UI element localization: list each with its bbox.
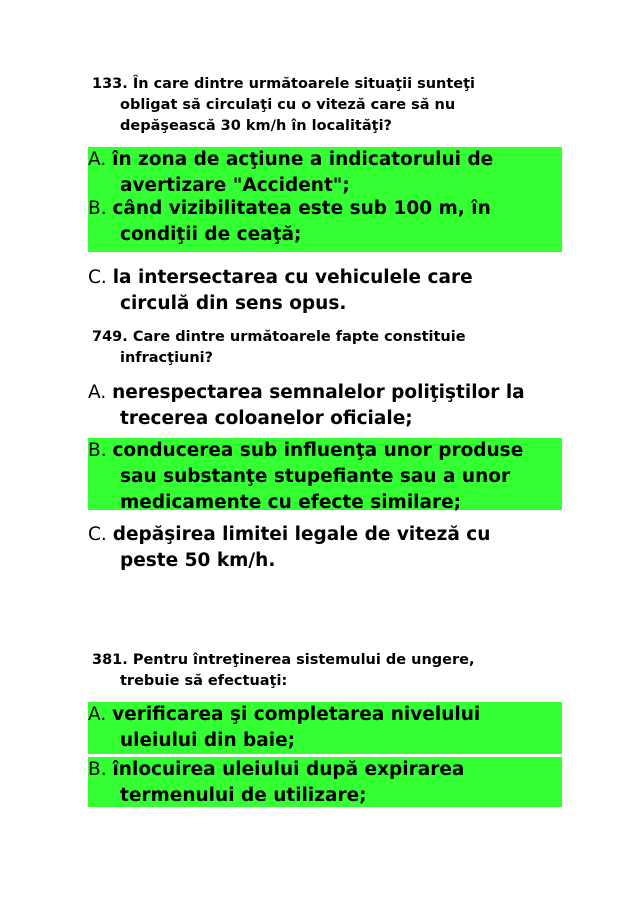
question-text: 749. Care dintre următoarele fapte constituie [92,329,466,345]
option-text: la intersectarea cu vehiculele care [112,267,473,288]
question-text-cont: infracţiuni? [120,350,214,366]
option-text: nerespectarea semnalelor poliţiştilor la [112,382,525,403]
option-letter: B. [88,198,107,219]
option-text: depăşirea limitei legale de viteză cu [112,524,491,545]
option-text-cont: uleiului din baie; [120,730,296,751]
answer-option-c[interactable] [88,522,562,574]
option-text-cont: sau substanţe stupefiante sau a unor [120,466,511,487]
question-text: 381. Pentru întreţinerea sistemului de ungere, [92,652,475,668]
question-text: 133. În care dintre următoarele situaţii sunteţi [92,76,476,92]
option-letter: A. [88,149,107,170]
answer-option-c[interactable] [88,265,562,317]
option-letter: A. [88,704,107,725]
option-text-cont: medicamente cu efecte similare; [120,492,462,513]
question-749 [92,327,532,369]
answer-option-b[interactable] [88,438,562,513]
answer-option-a[interactable] [88,380,562,432]
question-381 [92,650,532,692]
question-text-cont: depăşească 30 km/h în localităţi? [120,118,392,134]
option-text-cont: circulă din sens opus. [120,293,347,314]
answer-option-b[interactable] [88,196,562,252]
question-text-cont: obligat să circulaţi cu o viteză care să nu [120,97,456,113]
option-letter: C. [88,267,107,288]
option-text: înlocuirea uleiului după expirarea [112,759,465,780]
option-text: conducerea sub influenţa unor produse [112,440,524,461]
option-text-cont: peste 50 km/h. [120,550,276,571]
option-letter: C. [88,524,107,545]
answer-option-a[interactable] [88,702,562,754]
option-letter: A. [88,382,107,403]
option-text: verificarea şi completarea nivelului [112,704,481,725]
question-text-cont: trebuie să efectuaţi: [120,673,288,689]
option-letter: B. [88,759,107,780]
question-133 [92,74,532,137]
option-letter: B. [88,440,107,461]
option-text: când vizibilitatea este sub 100 m, în [112,198,491,219]
answer-option-b[interactable] [88,757,562,807]
answer-option-a[interactable] [88,147,562,201]
option-text: în zona de acţiune a indicatorului de [112,149,494,170]
option-text-cont: trecerea coloanelor oficiale; [120,408,413,429]
option-text-cont: condiţii de ceaţă; [120,224,302,245]
option-text-cont: termenului de utilizare; [120,785,367,806]
option-text-cont: avertizare "Accident"; [120,175,350,196]
